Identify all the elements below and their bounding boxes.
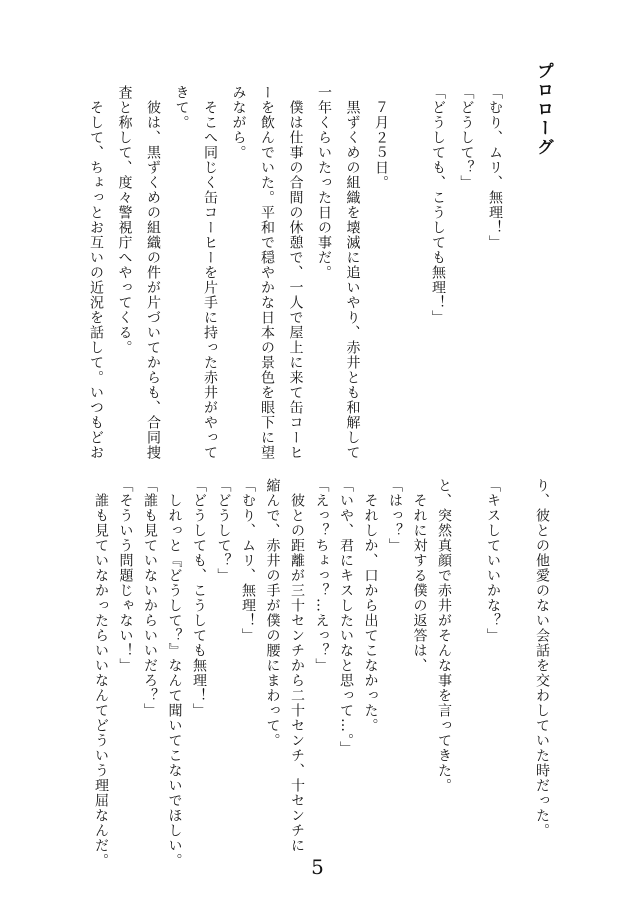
text-column: 黒ずくめの組織を壊滅に追いやり、赤井とも和解して xyxy=(344,85,361,460)
text-column: みながら。 xyxy=(230,85,247,160)
page-title: プロローグ xyxy=(533,62,553,157)
text-column: 「どうしても、こうしても無理！」 xyxy=(430,85,446,325)
text-column: 縮んで、赤井の手が僕の腰にまわって。 xyxy=(264,478,281,748)
text-column: 査と称して、度々警視庁へやってくる。 xyxy=(116,85,133,355)
text-column: 一年くらいたった日の事だ。 xyxy=(316,85,332,280)
text-column: ７月２５日。 xyxy=(373,85,389,190)
page-number: 5 xyxy=(311,855,324,879)
text-column: 「むり、ムリ、無理！」 xyxy=(240,478,256,643)
text-column: きて。 xyxy=(173,85,190,130)
text-column: 「いや、君にキスしたいなと思って…。」 xyxy=(338,478,354,756)
text-column: 誰も見ていなかったらいいなんてどういう理屈なんだ。 xyxy=(93,478,109,868)
text-column: それしか、口から出てこなかった。 xyxy=(362,478,379,733)
text-column: り、彼との他愛のない会話を交わしていた時だった。 xyxy=(534,478,550,838)
text-column: 彼との距離が三十センチから二十センチ、十センチに xyxy=(289,478,305,853)
text-column: 「どうしても、こうしても無理！」 xyxy=(191,478,207,718)
text-column: 「えっ？ちょっ？…えっ？」 xyxy=(313,478,330,673)
text-column: 彼は、黒ずくめの組織の件が片づいてからも、合同捜 xyxy=(145,85,161,460)
text-column: それに対する僕の返答は、 xyxy=(411,478,428,673)
text-column: そして、ちょっとお互いの近況を話して。いつもどお xyxy=(88,85,104,460)
text-column: ーを飲んでいた。平和で穏やかな日本の景色を眼下に望 xyxy=(259,85,275,460)
text-column: しれっと『どうして？』なんて聞いてこないでほしい。 xyxy=(166,478,183,868)
text-column: 「そういう問題じゃない！」 xyxy=(117,478,134,673)
text-column: そこへ同じく缶コーヒーを片手に持った赤井がやって xyxy=(202,85,218,460)
text-column: 「キスしていいかな？」 xyxy=(485,478,501,643)
text-column: 「誰も見ていないからいいだろ？」 xyxy=(142,478,158,718)
text-column: 「むり、ムリ、無理！」 xyxy=(487,85,503,250)
text-column: 僕は仕事の合間の休憩で、一人で屋上に来て缶コーヒ xyxy=(287,85,304,460)
text-column: 「どうして？」 xyxy=(458,85,475,190)
text-column: 「はっ？」 xyxy=(387,478,403,553)
text-column: と、突然真顔で赤井がそんな事を言ってきた。 xyxy=(436,478,452,793)
text-column: 「どうして？」 xyxy=(215,478,232,583)
